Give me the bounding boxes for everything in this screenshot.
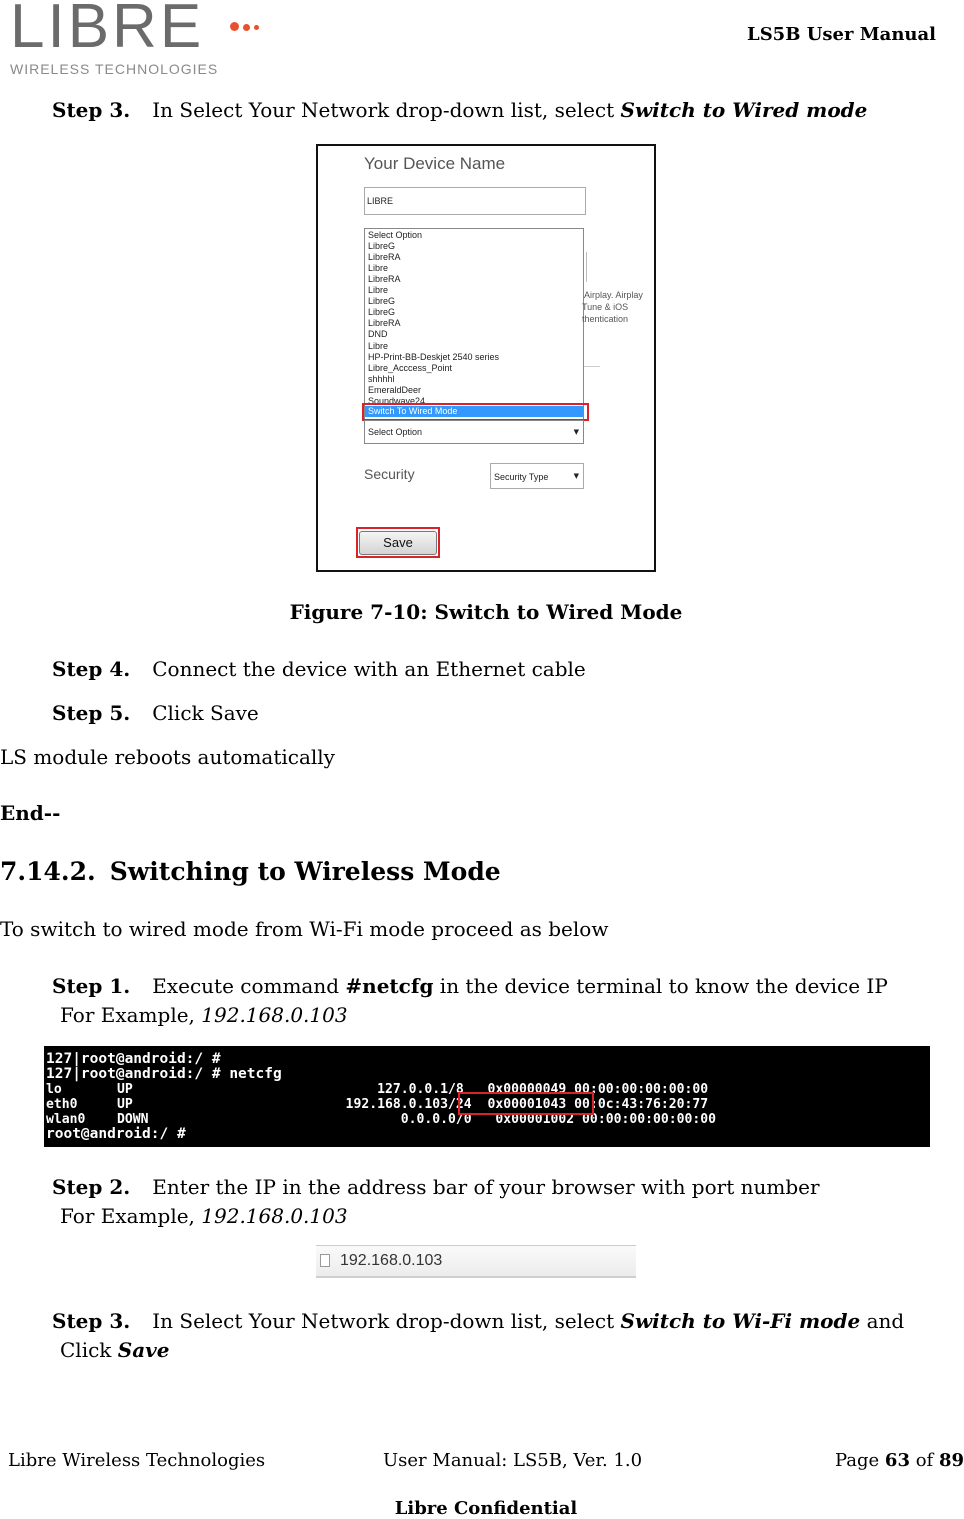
network-option[interactable]: EmeraldDeer bbox=[368, 384, 422, 395]
network-option[interactable]: LibreG bbox=[368, 307, 396, 318]
address-bar-value: 192.168.0.103 bbox=[340, 1252, 443, 1269]
step3-wireless-line2 bbox=[60, 1338, 170, 1362]
step-label: Step 3. bbox=[52, 1309, 131, 1333]
step3-wireless bbox=[52, 1309, 904, 1333]
background-divider bbox=[584, 366, 600, 367]
example-ip: 192.168.0.103 bbox=[201, 1003, 348, 1027]
network-dropdown-list[interactable] bbox=[364, 228, 584, 421]
reboot-note: LS module reboots automatically bbox=[0, 745, 335, 769]
page-mid: of bbox=[909, 1450, 939, 1471]
chevron-down-icon: ▼ bbox=[573, 472, 579, 480]
side-text-1: Airplay. Airplay bbox=[584, 290, 643, 300]
highlight-frame-ip bbox=[458, 1092, 594, 1115]
terminal-line: eth0 UP 192.168.0.103/24 0x00001043 00:0c:43:76:20:77 bbox=[46, 1097, 709, 1112]
step-text: Click Save bbox=[152, 701, 259, 725]
step-label: Step 4. bbox=[52, 657, 131, 681]
example-label: For Example, bbox=[60, 1003, 202, 1027]
step-text: Execute command bbox=[152, 974, 346, 998]
terminal-line: root@android:/ # bbox=[46, 1126, 186, 1142]
highlight-frame-option bbox=[362, 403, 589, 421]
logo-dot-large bbox=[230, 22, 239, 31]
step-text: Enter the IP in the address bar of your browser with port number bbox=[152, 1175, 820, 1199]
page-total: 89 bbox=[938, 1450, 964, 1471]
step1-example bbox=[60, 1003, 348, 1027]
side-text-3: thentication bbox=[582, 314, 629, 324]
end-marker: End-- bbox=[0, 801, 61, 825]
network-option[interactable]: Libre bbox=[368, 263, 389, 274]
step-emph: Switch to Wi-Fi mode bbox=[620, 1309, 861, 1333]
terminal-line: 127|root@android:/ # netcfg bbox=[46, 1066, 282, 1082]
page-icon bbox=[320, 1254, 330, 1267]
network-option[interactable]: Libre bbox=[368, 285, 389, 296]
manual-title: LS5B User Manual bbox=[747, 24, 936, 45]
network-option[interactable]: LibreRA bbox=[368, 318, 401, 329]
heading-title: Switching to Wireless Mode bbox=[109, 857, 501, 886]
step5 bbox=[52, 701, 259, 725]
step4 bbox=[52, 657, 586, 681]
step-label: Step 3. bbox=[52, 98, 131, 122]
step-text: In Select Your Network drop-down list, select bbox=[152, 1309, 621, 1333]
security-select-value: Security Type bbox=[494, 472, 549, 482]
background-field-edge bbox=[583, 252, 587, 282]
network-option[interactable]: Libre bbox=[368, 340, 389, 351]
step-text: Click bbox=[60, 1338, 118, 1362]
network-option[interactable]: LibreRA bbox=[368, 252, 401, 263]
logo-dot-medium bbox=[243, 24, 250, 31]
step2-example bbox=[60, 1204, 348, 1228]
side-text-2: Tune & iOS bbox=[582, 302, 629, 312]
network-option[interactable]: LibreRA bbox=[368, 274, 401, 285]
terminal-screenshot bbox=[44, 1046, 930, 1147]
step-text-end: in the device terminal to know the device IP bbox=[433, 974, 888, 998]
step-label: Step 2. bbox=[52, 1175, 131, 1199]
chevron-down-icon: ▼ bbox=[573, 428, 579, 436]
command: #netcfg bbox=[345, 974, 434, 998]
option-label: Switch To Wired Mode bbox=[368, 406, 458, 416]
address-bar[interactable] bbox=[316, 1245, 636, 1278]
step-label: Step 1. bbox=[52, 974, 131, 998]
section-heading bbox=[0, 857, 501, 886]
logo-dot-small bbox=[254, 25, 259, 30]
network-option[interactable]: LibreG bbox=[368, 241, 396, 252]
step1 bbox=[52, 974, 888, 998]
step-label: Step 5. bbox=[52, 701, 131, 725]
network-option[interactable]: Select Option bbox=[368, 230, 423, 240]
footer-confidential: Libre Confidential bbox=[394, 1498, 578, 1519]
step2 bbox=[52, 1175, 820, 1199]
network-select[interactable] bbox=[364, 420, 584, 444]
terminal-line: wlan0 DOWN 0.0.0.0/0 0x00001002 00:00:00:00:00:00 bbox=[46, 1112, 717, 1127]
footer-company: Libre Wireless Technologies bbox=[8, 1450, 266, 1471]
section-intro: To switch to wired mode from Wi-Fi mode proceed as below bbox=[0, 917, 609, 941]
footer-page-number bbox=[835, 1450, 964, 1471]
figure-caption: Figure 7-10: Switch to Wired Mode bbox=[289, 600, 683, 624]
highlight-frame-save bbox=[356, 527, 440, 558]
terminal-line: lo UP 127.0.0.1/8 0x00000049 00:00:00:00:00:00 bbox=[46, 1082, 709, 1097]
figure-switch-wired bbox=[316, 144, 656, 572]
step-emph: Switch to Wired mode bbox=[620, 98, 868, 122]
security-select[interactable] bbox=[490, 463, 584, 489]
footer-manual-version: User Manual: LS5B, Ver. 1.0 bbox=[383, 1450, 643, 1471]
step-emph: Save bbox=[117, 1338, 170, 1362]
network-select-value: Select Option bbox=[368, 427, 423, 437]
step-text: Connect the device with an Ethernet cable bbox=[152, 657, 586, 681]
save-button-label: Save bbox=[383, 535, 413, 550]
example-ip: 192.168.0.103 bbox=[201, 1204, 348, 1228]
security-label: Security bbox=[364, 466, 415, 482]
logo-wordmark: LIBRE bbox=[10, 0, 205, 61]
network-option[interactable]: HP-Print-BB-Deskjet 2540 series bbox=[368, 351, 500, 362]
page-num: 63 bbox=[884, 1450, 910, 1471]
network-option[interactable]: shhhhl bbox=[368, 373, 395, 384]
step-text-end: and bbox=[860, 1309, 905, 1333]
example-label: For Example, bbox=[60, 1204, 202, 1228]
network-option[interactable]: LibreG bbox=[368, 296, 396, 307]
network-option[interactable]: Libre_Acccess_Point bbox=[368, 362, 453, 373]
page-pre: Page bbox=[834, 1450, 885, 1471]
device-name-label: Your Device Name bbox=[364, 154, 506, 173]
logo bbox=[8, 0, 268, 80]
heading-number: 7.14.2. bbox=[0, 857, 96, 886]
network-option[interactable]: Soundwave24 bbox=[368, 395, 426, 406]
network-option[interactable]: DND bbox=[368, 329, 388, 340]
device-name-value: LIBRE bbox=[367, 196, 394, 206]
logo-subtitle: WIRELESS TECHNOLOGIES bbox=[10, 61, 219, 77]
terminal-line: 127|root@android:/ # bbox=[46, 1051, 221, 1067]
step-text: In Select Your Network drop-down list, select bbox=[152, 98, 621, 122]
step3-wired bbox=[52, 98, 867, 122]
device-name-input[interactable] bbox=[364, 187, 586, 215]
